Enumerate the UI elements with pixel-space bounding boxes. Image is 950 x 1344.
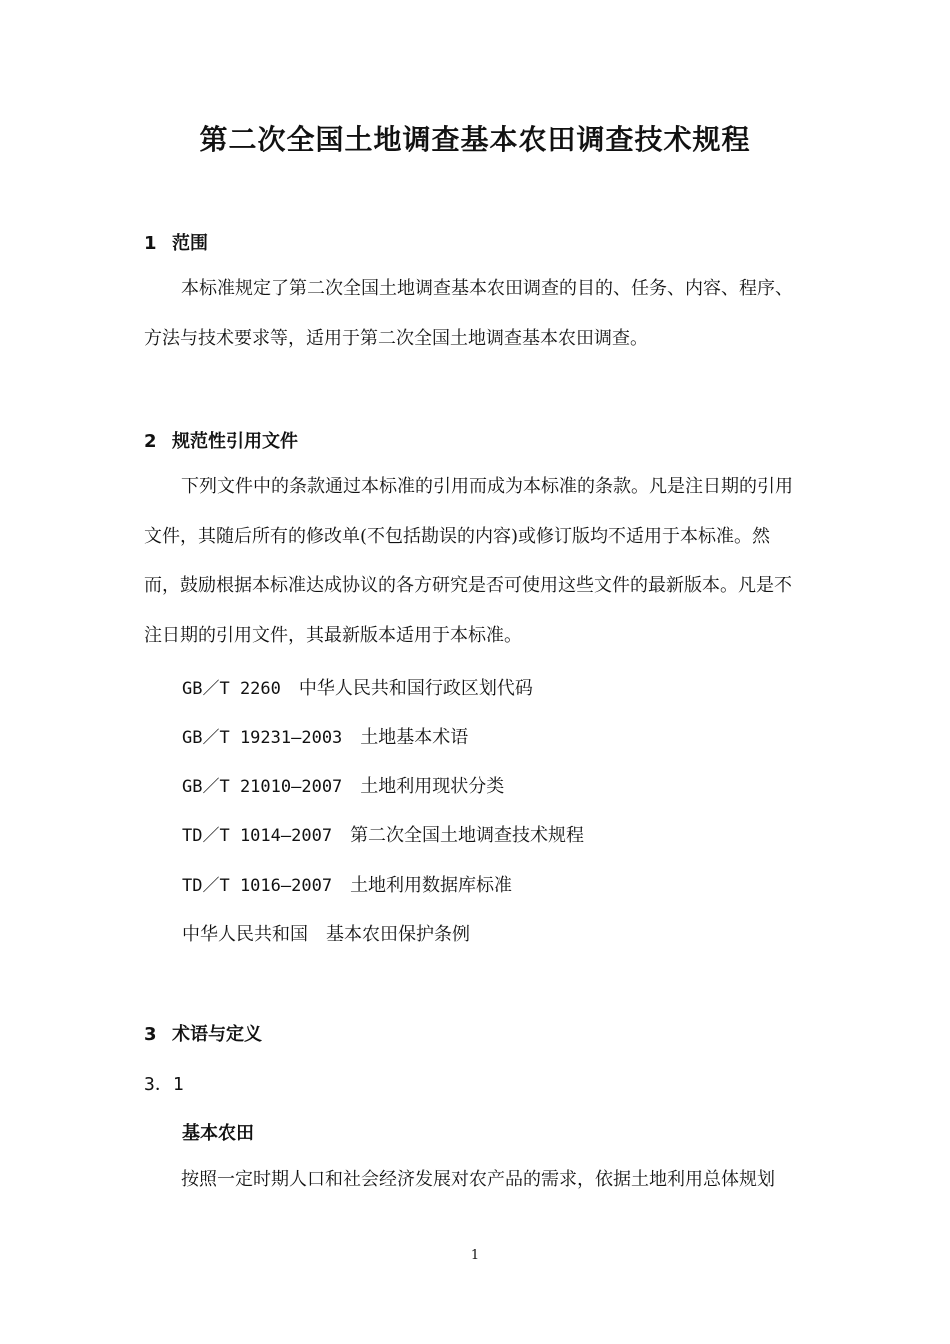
reference-code: TD／T 1014—2007 <box>182 826 333 846</box>
reference-item <box>182 674 533 700</box>
section-1-paragraph: 本标准规定了第二次全国土地调查基本农田调查的目的、任务、内容、程序、方法与技术要求等，适用于第二次全国土地调查基本农田调查。 <box>144 278 793 349</box>
reference-item <box>182 871 512 897</box>
reference-name: 土地基本术语 <box>360 727 469 748</box>
reference-name: 土地利用数据库标准 <box>350 875 513 896</box>
section-title: 范围 <box>172 233 208 254</box>
section-1-heading <box>144 229 208 255</box>
document-title: 第二次全国土地调查基本农田调查技术规程 <box>199 123 751 156</box>
reference-name: 基本农田保护条例 <box>326 924 470 945</box>
reference-name: 第二次全国土地调查技术规程 <box>350 825 585 846</box>
reference-item <box>182 772 504 798</box>
reference-item <box>182 920 470 946</box>
subsection-number: 3．1 <box>144 1074 184 1095</box>
section-title: 术语与定义 <box>172 1024 262 1045</box>
section-2-heading <box>144 427 298 453</box>
section-number: 3 <box>144 1024 157 1045</box>
section-number: 1 <box>144 233 157 254</box>
reference-code: 中华人民共和国 <box>182 924 308 945</box>
reference-item <box>182 821 584 847</box>
reference-name: 土地利用现状分类 <box>360 776 505 797</box>
term-name: 基本农田 <box>182 1123 254 1144</box>
reference-name: 中华人民共和国行政区划代码 <box>298 678 533 699</box>
section-3-heading <box>144 1020 262 1046</box>
reference-code: GB／T 21010—2007 <box>182 777 343 797</box>
reference-item <box>182 723 468 749</box>
section-number: 2 <box>144 431 157 452</box>
reference-code: TD／T 1016—2007 <box>182 876 333 896</box>
page-number: 1 <box>470 1248 480 1263</box>
reference-code: GB／T 2260 <box>182 679 281 699</box>
reference-code: GB／T 19231—2003 <box>182 728 343 748</box>
section-2-paragraph: 下列文件中的条款通过本标准的引用而成为本标准的条款。凡是注日期的引用文件，其随后所有的修改单(不包括勘误的内容)或修订版均不适用于本标准。然而，鼓励根据本标准达成协议的各方研究是否可使用这些文件的最新版本。凡是不注日期的引用文件，其最新版本适用于本标准。 <box>144 476 793 646</box>
section-title: 规范性引用文件 <box>172 431 298 452</box>
term-definition: 按照一定时期人口和社会经济发展对农产品的需求，依据土地利用总体规划 <box>181 1169 775 1190</box>
